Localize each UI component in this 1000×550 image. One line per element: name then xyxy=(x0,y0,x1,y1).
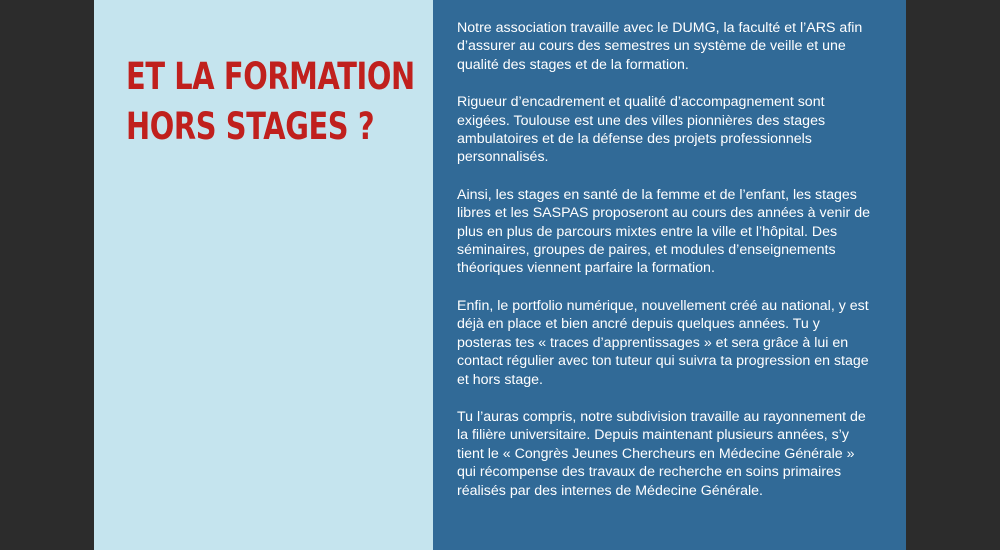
left-panel xyxy=(94,0,433,550)
paragraph-stages: Ainsi, les stages en santé de la femme et de l’enfant, les stages libres et les SASPAS proposeront au cours des années à venir de plus en plus de parcours mixtes entre la ville et l’hôpital. Des séminaires, groupes de paires, et modules d’enseignements théoriques viennent parfaire la formation. xyxy=(457,186,870,277)
paragraph-portfolio: Enfin, le portfolio numérique, nouvellement créé au national, y est déjà en place et bien ancré depuis quelques années. Tu y posteras tes « traces d’apprentissages » et sera grâce à lui en contact régulier avec ton tuteur qui suivra ta progression en stage et hors stage. xyxy=(457,297,869,388)
paragraph-congres: Tu l’auras compris, notre subdivision travaille au rayonnement de la filière universitaire. Depuis maintenant plusieurs années, s’y tient le « Congrès Jeunes Chercheurs en Médecine Générale » qui récompense des travaux de recherche en soins primaires réalisés par des internes de Médecine Générale. xyxy=(457,408,866,499)
title-line-1: ET LA FORMATION xyxy=(126,55,415,98)
paragraph-association: Notre association travaille avec le DUMG, la faculté et l’ARS afin d’assurer au cours des semestres un système de veille et une qualité des stages et de la formation. xyxy=(457,20,863,73)
right-panel xyxy=(433,0,906,550)
page-title xyxy=(126,52,422,152)
paragraph-encadrement: Rigueur d’encadrement et qualité d’accompagnement sont exigées. Toulouse est une des villes pionnières des stages ambulatoires et de la défense des projets professionnels personnalisés. xyxy=(457,94,826,166)
title-line-2: HORS STAGES ? xyxy=(126,105,375,148)
document-page xyxy=(94,0,906,550)
